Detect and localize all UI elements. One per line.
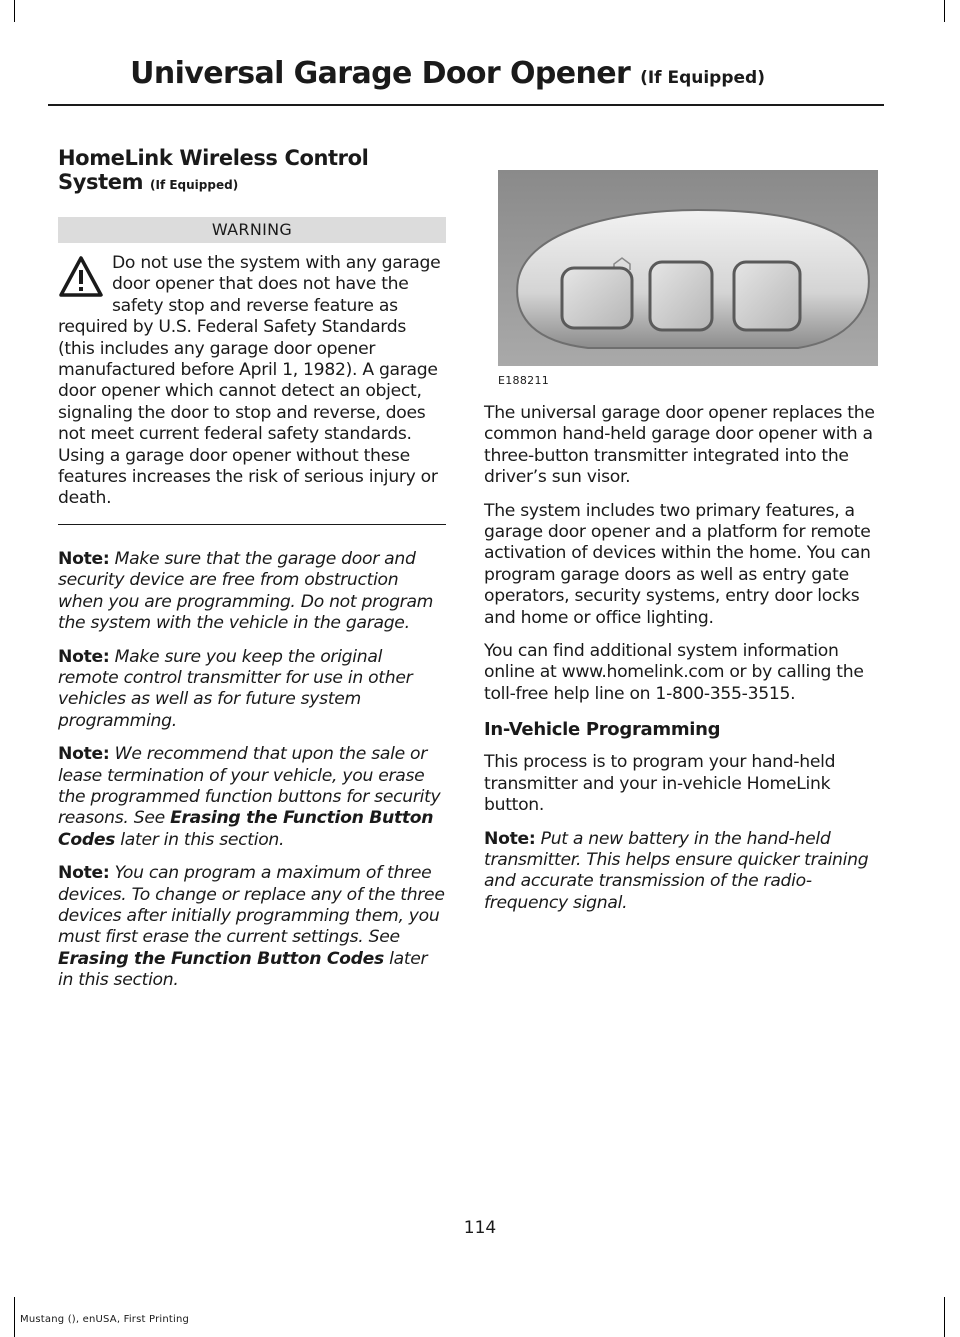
subheading-in-vehicle-programming: In-Vehicle Programming [484, 719, 721, 741]
paragraph-programming: This process is to program your hand-held transmitter and your in-vehicle HomeLink button. [484, 752, 836, 816]
note-max-devices [58, 863, 446, 991]
cross-reference-link[interactable]: Erasing the Function Button Codes [58, 948, 384, 969]
section-heading-line2: System [58, 170, 144, 194]
footer-text: Mustang (), enUSA, First Printing [20, 1314, 190, 1325]
header-divider [48, 104, 884, 106]
note-label: Note: [58, 646, 110, 667]
crop-mark [944, 1297, 945, 1337]
note-label: Note: [58, 863, 110, 884]
note-text: You can program a maximum of three devices. To change or replace any of the three devices after initially programming them, you must first erase the current settings. See [58, 863, 445, 948]
note-label: Note: [484, 828, 536, 849]
crop-mark [944, 0, 945, 22]
note-battery [484, 829, 880, 915]
note-original-transmitter [58, 647, 446, 733]
page-number: 114 [463, 1218, 497, 1238]
header-title-suffix: (If Equipped) [640, 68, 765, 88]
figure-label: E188211 [498, 374, 550, 387]
paragraph-more-info: You can find additional system information online at www.homelink.com or by calling the toll-free help line on 1-800-355-3515. [484, 641, 864, 704]
note-text: We recommend that upon the sale or lease termination of your vehicle, you erase the programmed function buttons for security reasons. See [58, 744, 441, 829]
section-heading [58, 146, 446, 197]
warning-triangle-icon [58, 255, 104, 299]
warning-text: Do not use the system with any garage door opener that does not have the safety stop and reverse feature as required by U.S. Federal Safety Standards (this includes any garage door opener manufactured before April 1, 1982). A garage door opener which cannot detect an object, signaling the door to stop and reverse, does not meet current federal safety standards. Using a garage door opener without these features increases the risk of serious injury or death. [58, 253, 441, 509]
note-text-after: later in this section. [120, 829, 285, 850]
homelink-buttons-figure [498, 170, 878, 366]
cross-reference-link[interactable]: Erasing the Function Button Codes [58, 808, 434, 850]
homelink-panel-image [498, 170, 878, 366]
section-heading-suffix: (If Equipped) [150, 178, 239, 192]
left-column [58, 146, 446, 1004]
crop-mark [14, 1297, 15, 1337]
header-title-text: Universal Garage Door Opener [130, 56, 631, 91]
warning-label: WARNING [58, 217, 446, 243]
crop-mark [14, 0, 15, 22]
right-column [484, 170, 880, 926]
page-header-title [130, 56, 765, 91]
note-label: Note: [58, 744, 110, 765]
note-erase-on-sale [58, 744, 446, 851]
note-text: Make sure that the garage door and security device are free from obstruction when you are programming. Do not program the system with the vehicle in the garage. [58, 548, 434, 634]
note-text-after: later in this section. [58, 948, 428, 991]
paragraph-features: The system includes two primary features, a garage door opener and a platform for remote activation of devices within the home. You can program garage doors as well as entry gate operators, security systems, entry door locks and home or office lighting. [484, 500, 871, 628]
note-text: Put a new battery in the hand-held transmitter. This helps ensure quicker training and accurate transmission of the radio-frequency signal. [484, 828, 869, 913]
note-label: Note: [58, 548, 110, 569]
section-heading-line1: HomeLink Wireless Control [58, 146, 369, 170]
paragraph-overview: The universal garage door opener replaces the common hand-held garage door opener with a three-button transmitter integrated into the driver’s sun visor. [484, 403, 875, 488]
note-obstruction [58, 549, 446, 635]
warning-box [58, 253, 446, 525]
note-text: Make sure you keep the original remote control transmitter for use in other vehicles as well as for future system programming. [58, 646, 413, 731]
